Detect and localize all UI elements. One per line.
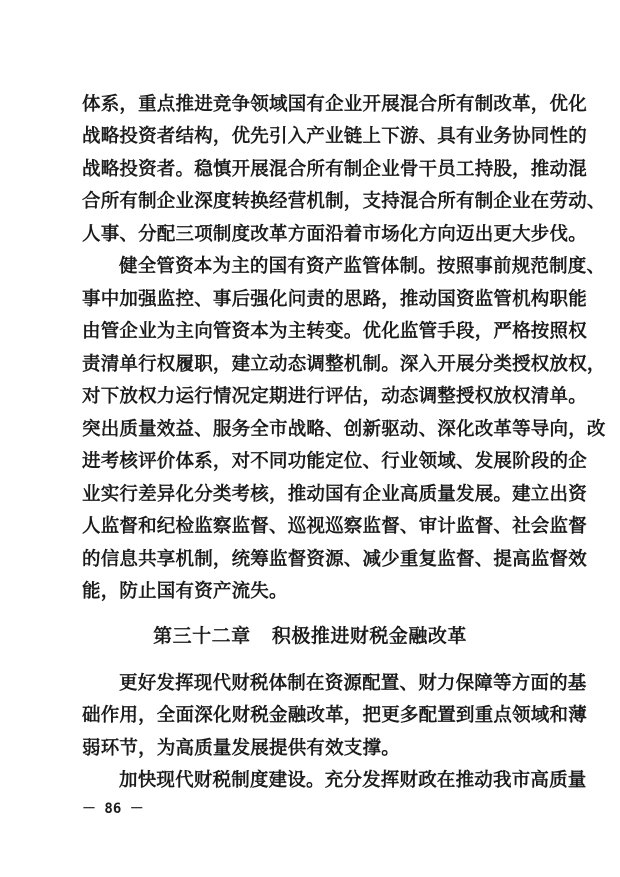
text-line: 由管企业为主向管资本为主转变。优化监管手段，严格按照权 bbox=[82, 321, 587, 343]
text-line: 责清单行权履职，建立动态调整机制。深入开展分类授权放权， bbox=[82, 353, 606, 375]
text-line: 事中加强监控、事后强化问责的思路，推动国资监管机构职能 bbox=[82, 288, 587, 310]
text-line: 础作用，全面深化财税金融改革，把更多配置到重点领域和薄 bbox=[82, 705, 587, 727]
text-line: 更好发挥现代财税体制在资源配置、财力保障等方面的基 bbox=[119, 672, 587, 694]
text-line: 合所有制企业深度转换经营机制，支持混合所有制企业在劳动、 bbox=[82, 191, 606, 213]
page-number: － 86 － bbox=[82, 801, 144, 817]
text-line: 业实行差异化分类考核，推动国有企业高质量发展。建立出资 bbox=[82, 483, 587, 505]
text-line: 体系，重点推进竞争领域国有企业开展混合所有制改革，优化 bbox=[82, 94, 587, 115]
text-line: 的信息共享机制，统筹监督资源、减少重复监督、提高监督效 bbox=[82, 548, 587, 570]
text-line: 加快现代财税制度建设。充分发挥财政在推动我市高质量 bbox=[119, 770, 587, 791]
text-line: 突出质量效益、服务全市战略、创新驱动、深化改革等导向，改 bbox=[82, 418, 606, 440]
text-line: 战略投资者。稳慎开展混合所有制企业骨干员工持股，推动混 bbox=[82, 158, 587, 180]
text-line: 弱环节，为高质量发展提供有效支撑。 bbox=[82, 737, 400, 759]
text-line: 战略投资者结构，优先引入产业链上下游、具有业务协同性的 bbox=[82, 126, 587, 148]
chapter-title: 第三十二章 积极推进财税金融改革 bbox=[153, 625, 467, 648]
text-line: 能，防止国有资产流失。 bbox=[82, 581, 288, 603]
text-line: 人监督和纪检监察监督、巡视巡察监督、审计监督、社会监督 bbox=[82, 516, 587, 538]
text-line: 人事、分配三项制度改革方面沿着市场化方向迈出更大步伐。 bbox=[82, 223, 587, 245]
text-line: 健全管资本为主的国有资产监管体制。按照事前规范制度、 bbox=[119, 256, 606, 278]
text-line: 进考核评价体系，对不同功能定位、行业领域、发展阶段的企 bbox=[82, 451, 587, 473]
text-line: 对下放权力运行情况定期进行评估，动态调整授权放权清单。 bbox=[82, 386, 587, 408]
